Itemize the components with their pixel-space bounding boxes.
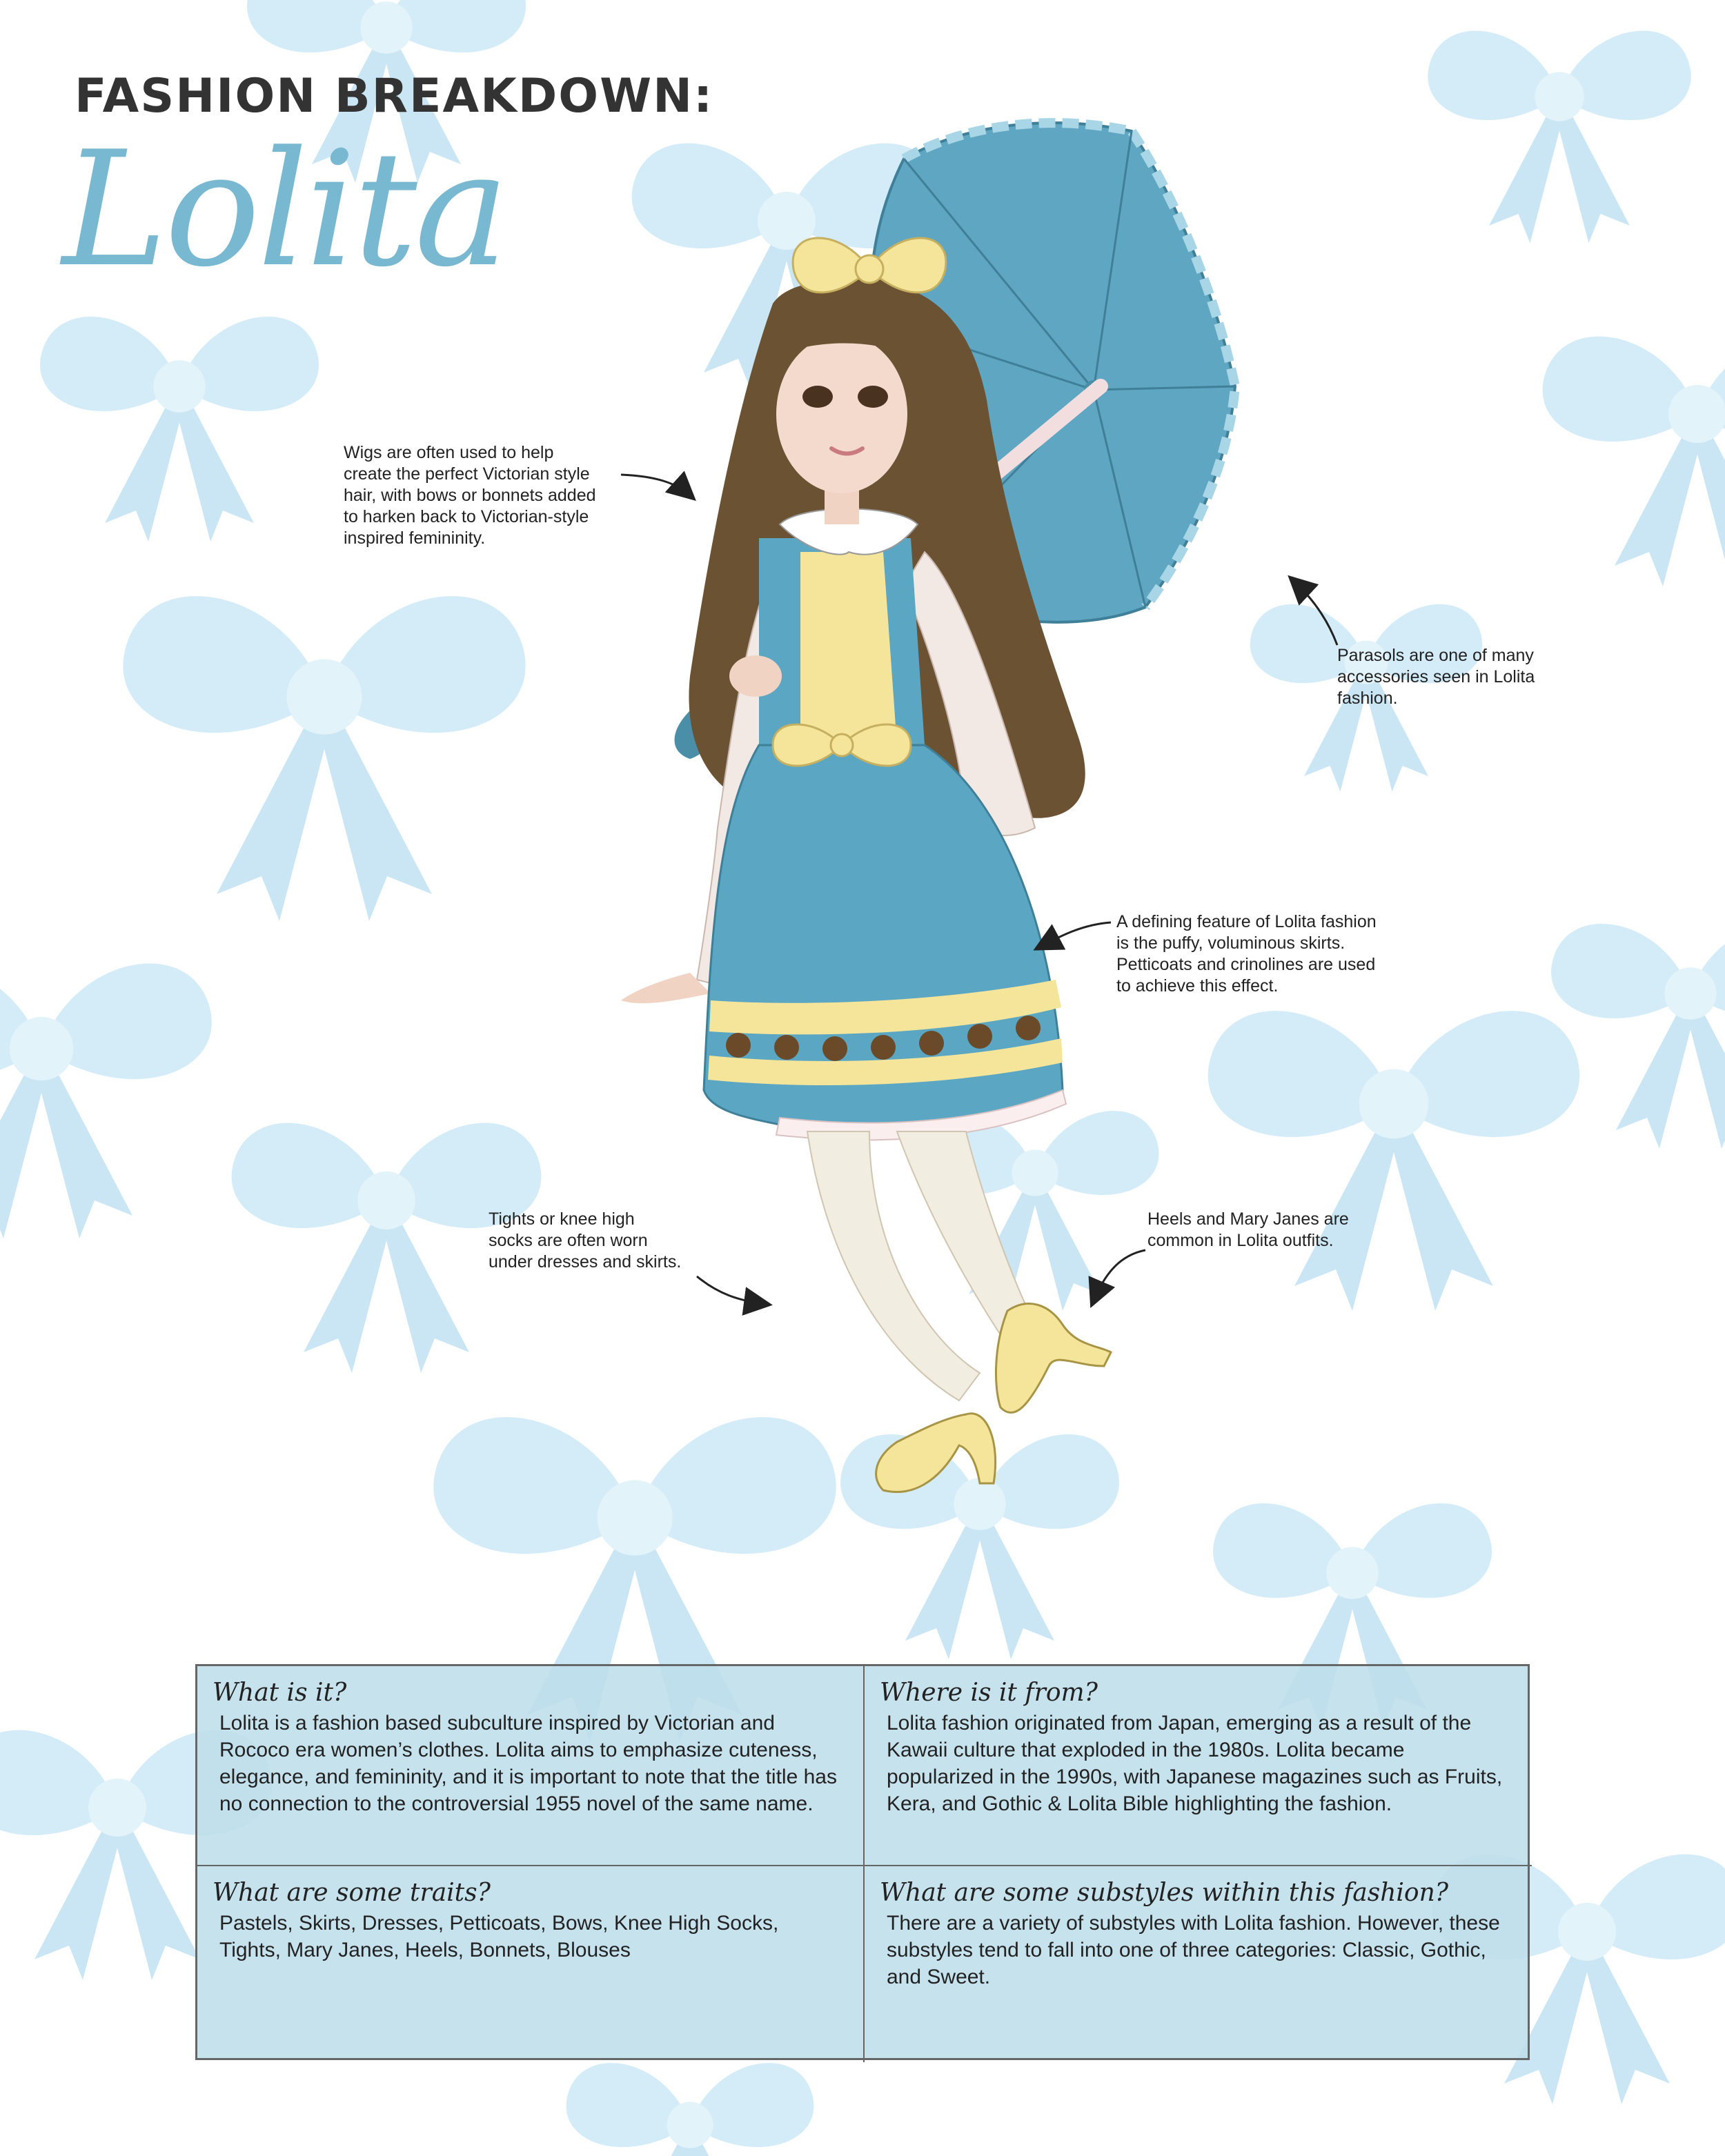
info-where-heading: Where is it from?: [880, 1679, 1098, 1707]
page-heading: FASHION BREAKDOWN:: [75, 69, 714, 123]
info-traits-text: Pastels, Skirts, Dresses, Petticoats, Bows, Knee High Socks, Tights, Mary Janes, Heels, Bonnets, Blouses: [219, 1912, 779, 1961]
lolita-illustration: [483, 110, 1380, 1614]
info-table: [195, 1664, 1530, 2060]
info-substyles-text: There are a variety of substyles with Lolita fashion. However, these substyles tend to fall into one of three categories: Classic, Gothic, and Sweet.: [887, 1912, 1500, 1988]
info-cell-substyles: [865, 1866, 1532, 2062]
info-substyles-heading: What are some substyles within this fashion?: [880, 1879, 1449, 1907]
info-traits-heading: What are some traits?: [213, 1879, 491, 1907]
annotation-skirt: A defining feature of Lolita fashion is the puffy, voluminous skirts. Petticoats and crinolines are used to achieve this effect.: [1116, 912, 1377, 996]
info-cell-traits: [197, 1866, 865, 2062]
info-cell-what: [197, 1666, 865, 1866]
info-cell-where: [865, 1666, 1532, 1866]
info-what-text: Lolita is a fashion based subculture inspired by Victorian and Rococo era women’s clothes. Lolita aims to emphasize cuteness, elegance, and femininity, and it is important to note that the title has no connection to the controversial 1955 novel of the same name.: [219, 1712, 837, 1815]
annotation-parasol: Parasols are one of many accessories seen in Lolita fashion.: [1337, 646, 1535, 708]
annotation-wig: Wigs are often used to help create the perfect Victorian style hair, with bows or bonnets added to harken back to Victorian-style inspired femininity.: [344, 443, 596, 548]
page-title: Lolita: [62, 118, 506, 302]
annotation-tights: Tights or knee high socks are often worn under dresses and skirts.: [489, 1209, 682, 1272]
info-what-heading: What is it?: [213, 1679, 347, 1707]
annotation-heels: Heels and Mary Janes are common in Lolita outfits.: [1147, 1209, 1349, 1250]
info-where-text: Lolita fashion originated from Japan, emerging as a result of the Kawaii culture that exploded in the 1980s. Lolita became popularized in the 1990s, with Japanese magazines such as Fruits, Kera, and Gothic & Lolita Bible highlighting the fashion.: [887, 1712, 1503, 1815]
